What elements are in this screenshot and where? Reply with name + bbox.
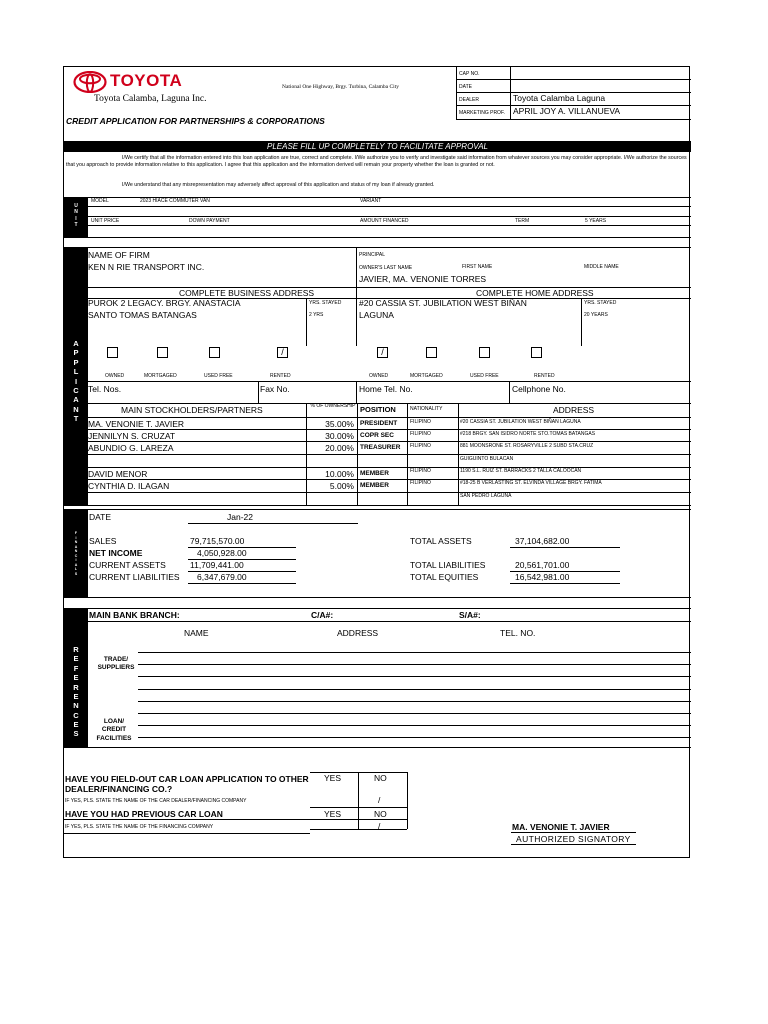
stockholder-1-pct: 35.00% bbox=[325, 419, 354, 429]
other-dealer-question: HAVE YOU FIELD-OUT CAR LOAN APPLICATION TO OTHER DEALER/FINANCING CO.? bbox=[65, 774, 309, 795]
middle-name-label: MIDDLE NAME bbox=[584, 264, 619, 270]
business-address-line1: PUROK 2 LEGACY. BRGY. ANASTACIA bbox=[88, 298, 241, 308]
home-owned-label: OWNED bbox=[369, 373, 389, 379]
references-section-label: R E F E R E N C E S bbox=[73, 645, 79, 739]
home-tel-label: Home Tel. No. bbox=[359, 384, 413, 394]
stockholder-5-pct: 5.00% bbox=[329, 481, 354, 491]
stockholder-2-address: #218 BRGY. SAN ISIDRO NORTE STO.TOMAS BATANGAS bbox=[460, 431, 596, 437]
dealer-label: DEALER bbox=[459, 97, 480, 103]
stockholder-5-address-cont: SAN PEDRO LAGUNA bbox=[460, 493, 512, 499]
home-mortgaged-label: MORTGAGED bbox=[410, 373, 443, 379]
date-label: DATE bbox=[459, 84, 472, 90]
stockholder-4-address: 1190 S.L. RUIZ ST. BARRACKS 2 TALLA CALOOCAN bbox=[460, 468, 582, 474]
business-mortgaged-label: MORTGAGED bbox=[144, 373, 177, 379]
down-payment-label: DOWN PAYMENT bbox=[189, 218, 230, 224]
sales-value: 79,715,570.00 bbox=[190, 536, 245, 546]
net-income-value: 4,050,928.00 bbox=[197, 548, 247, 558]
stockholder-1-address: #20 CASSIA ST. JUBILATION WEST BIÑAN LAGUNA bbox=[460, 419, 581, 425]
dealer-value: Toyota Calamba Laguna bbox=[513, 93, 606, 103]
home-address-label: COMPLETE HOME ADDRESS bbox=[476, 288, 594, 298]
home-yrs-value: 20 YEARS bbox=[584, 312, 608, 318]
home-rented-checkbox[interactable] bbox=[531, 347, 542, 358]
total-equities-value: 16,542,981.00 bbox=[515, 572, 570, 582]
ca-no-label: C/A#: bbox=[311, 610, 334, 620]
stockholder-2-position: COPR SEC bbox=[360, 432, 394, 439]
business-rented-label: RENTED bbox=[270, 373, 291, 379]
sales-label: SALES bbox=[89, 536, 117, 546]
business-owned-label: OWNED bbox=[105, 373, 125, 379]
tel-nos-label: Tel. Nos. bbox=[88, 384, 122, 394]
current-assets-value: 11,709,441.00 bbox=[190, 560, 244, 570]
fax-no-label: Fax No. bbox=[260, 384, 290, 394]
signatory-name: MA. VENONIE T. JAVIER bbox=[512, 822, 610, 832]
q1-no-label: NO bbox=[374, 773, 387, 783]
stockholder-3-address: 881 MOONSRONE ST. ROSARYVILLE 2 SUBD STA.CRUZ bbox=[460, 443, 594, 449]
cap-no-label: CAP NO. bbox=[459, 71, 480, 77]
position-header: POSITION bbox=[360, 405, 396, 414]
q2-no-mark[interactable]: / bbox=[378, 821, 381, 831]
business-used-free-label: USED FREE bbox=[204, 373, 233, 379]
firm-name-label: NAME OF FIRM bbox=[88, 250, 150, 260]
home-yrs-label: YRS. STAYED bbox=[584, 300, 617, 306]
stockholder-4-nationality: FILIPINO bbox=[410, 468, 431, 474]
marketing-prof-label: MARKETING PROF. bbox=[459, 110, 505, 116]
stockholder-1-nationality: FILIPINO bbox=[410, 419, 431, 425]
model-label: MODEL bbox=[91, 198, 109, 204]
business-address-line2: SANTO TOMAS BATANGAS bbox=[88, 310, 197, 320]
firm-name-value: KEN N RIE TRANSPORT INC. bbox=[88, 262, 205, 272]
term-label: TERM bbox=[515, 218, 530, 224]
total-assets-label: TOTAL ASSETS bbox=[410, 536, 472, 546]
nationality-header: NATIONALITY bbox=[410, 406, 443, 412]
financials-date-label: DATE bbox=[89, 512, 112, 522]
total-liabilities-value: 20,561,701.00 bbox=[515, 560, 570, 570]
cellphone-label: Cellphone No. bbox=[512, 384, 566, 394]
business-address-label: COMPLETE BUSINESS ADDRESS bbox=[179, 288, 315, 298]
total-liabilities-label: TOTAL LIABILITIES bbox=[410, 560, 486, 570]
ownership-pct-header: % OF OWNERSHIP bbox=[310, 403, 356, 409]
stockholder-3-name: ABUNDIO G. LAREZA bbox=[88, 443, 174, 453]
q1-yes-label: YES bbox=[324, 773, 342, 783]
stockholder-5-name: CYNTHIA D. ILAGAN bbox=[88, 481, 170, 491]
form-title: CREDIT APPLICATION FOR PARTNERSHIPS & CORPORATIONS bbox=[66, 116, 325, 126]
home-address-line1: #20 CASSIA ST. JUBILATION WEST BIÑAN bbox=[359, 298, 527, 308]
references-name-col: NAME bbox=[184, 628, 209, 638]
home-used-free-label: USED FREE bbox=[470, 373, 499, 379]
marketing-prof-value: APRIL JOY A. VILLANUEVA bbox=[513, 106, 621, 116]
business-rented-checkbox[interactable]: / bbox=[277, 347, 288, 358]
stockholder-2-pct: 30.00% bbox=[325, 431, 354, 441]
business-owned-checkbox[interactable] bbox=[107, 347, 118, 358]
q1-no-mark[interactable]: / bbox=[378, 795, 381, 805]
certification-text: I/We certify that all the information entered into this loan application are true, correct and complete. I/We authorize you to verify and investigate said information from whatever sources you may consider appropriate. I/We authorize the sources that you approach to provide information relative to this application. I agree that this application and the information derived will remain your property whether the loan is granted or not. bbox=[66, 155, 687, 168]
sa-no-label: S/A#: bbox=[459, 610, 481, 620]
home-owned-checkbox[interactable]: / bbox=[377, 347, 388, 358]
stockholder-5-address: #18-25 B VERLASTING ST. ELVINDA VILLAGE BRGY. FATIMA bbox=[460, 480, 602, 486]
references-tel-col: TEL. NO. bbox=[500, 628, 536, 638]
business-mortgaged-checkbox[interactable] bbox=[157, 347, 168, 358]
business-yrs-value: 2 YRS bbox=[309, 312, 324, 318]
stockholder-3-position: TREASURER bbox=[360, 444, 401, 451]
misrepresentation-text: I/We understand that any misrepresentation may adversely affect approval of this application and status of my loan if already granted. bbox=[122, 182, 435, 188]
stockholder-3-address-cont: GUIGUINTO BULACAN bbox=[460, 456, 514, 462]
fill-up-banner: PLEASE FILL UP COMPLETELY TO FACILITATE APPROVAL bbox=[64, 141, 691, 152]
stockholder-4-name: DAVID MENOR bbox=[88, 469, 148, 479]
total-assets-value: 37,104,682.00 bbox=[515, 536, 570, 546]
other-dealer-subquestion: IF YES, PLS. STATE THE NAME OF THE CAR DEALER/FINANCING COMPANY bbox=[65, 798, 247, 804]
total-equities-label: TOTAL EQUITIES bbox=[410, 572, 479, 582]
toyota-logo-icon bbox=[73, 71, 107, 93]
variant-label: VARIANT bbox=[360, 198, 382, 204]
stockholder-5-nationality: FILIPINO bbox=[410, 480, 431, 486]
stockholder-3-nationality: FILIPINO bbox=[410, 443, 431, 449]
model-value: 2023 HIACE COMMUTER VAN bbox=[140, 198, 210, 204]
home-mortgaged-checkbox[interactable] bbox=[426, 347, 437, 358]
business-yrs-label: YRS. STAYED bbox=[309, 300, 342, 306]
current-liabilities-value: 6,347,679.00 bbox=[197, 572, 247, 582]
applicant-section-label: A P P L I C A N T bbox=[73, 339, 79, 423]
home-rented-label: RENTED bbox=[534, 373, 555, 379]
owner-last-name-label: OWNER'S LAST NAME bbox=[359, 265, 413, 271]
stockholder-1-name: MA. VENONIE T. JAVIER bbox=[88, 419, 185, 429]
company-address: National One Highway, Brgy. Turbina, Calamba City bbox=[282, 84, 399, 90]
financials-date-value: Jan-22 bbox=[227, 512, 253, 522]
brand-name: TOYOTA bbox=[110, 71, 183, 90]
principal-label: PRINCIPAL bbox=[359, 252, 386, 258]
home-address-line2: LAGUNA bbox=[359, 310, 394, 320]
owner-name-value: JAVIER, MA. VENONIE TORRES bbox=[359, 274, 487, 284]
q2-no-label: NO bbox=[374, 809, 387, 819]
home-used-free-checkbox[interactable] bbox=[479, 347, 490, 358]
q2-yes-label: YES bbox=[324, 809, 342, 819]
financials-section-label: F I N A N C I A L S bbox=[74, 531, 78, 576]
unit-section-label: U N I T bbox=[74, 203, 78, 228]
unit-price-label: UNIT PRICE bbox=[91, 218, 120, 224]
current-assets-label: CURRENT ASSETS bbox=[89, 560, 166, 570]
references-address-col: ADDRESS bbox=[337, 628, 379, 638]
stockholder-4-pct: 10.00% bbox=[325, 469, 354, 479]
company-name: Toyota Calamba, Laguna Inc. bbox=[94, 94, 207, 104]
current-liabilities-label: CURRENT LIABILITIES bbox=[89, 572, 180, 582]
signatory-title: AUTHORIZED SIGNATORY bbox=[516, 834, 631, 844]
stockholder-3-pct: 20.00% bbox=[325, 443, 354, 453]
stockholder-4-position: MEMBER bbox=[360, 470, 389, 477]
stockholder-2-name: JENNILYN S. CRUZAT bbox=[88, 431, 176, 441]
term-value: 5 YEARS bbox=[585, 218, 607, 224]
stockholder-2-nationality: FILIPINO bbox=[410, 431, 431, 437]
stockholder-5-position: MEMBER bbox=[360, 482, 389, 489]
first-name-label: FIRST NAME bbox=[462, 264, 493, 270]
credit-application-form bbox=[63, 66, 690, 858]
address-header: ADDRESS bbox=[553, 405, 595, 415]
stockholder-1-position: PRESIDENT bbox=[360, 420, 398, 427]
loan-credit-label: LOAN/ CREDIT FACILITIES bbox=[96, 718, 132, 742]
amount-financed-label: AMOUNT FINANCED bbox=[360, 218, 409, 224]
business-used-free-checkbox[interactable] bbox=[209, 347, 220, 358]
previous-loan-question: HAVE YOU HAD PREVIOUS CAR LOAN bbox=[65, 809, 223, 819]
stockholders-header: MAIN STOCKHOLDERS/PARTNERS bbox=[121, 405, 263, 415]
previous-loan-subquestion: IF YES, PLS. STATE THE NAME OF THE FINANCING COMPANY bbox=[65, 824, 214, 830]
net-income-label: NET INCOME bbox=[89, 548, 143, 558]
main-bank-label: MAIN BANK BRANCH: bbox=[89, 610, 180, 620]
trade-suppliers-label: TRADE/ SUPPLIERS bbox=[97, 656, 135, 672]
